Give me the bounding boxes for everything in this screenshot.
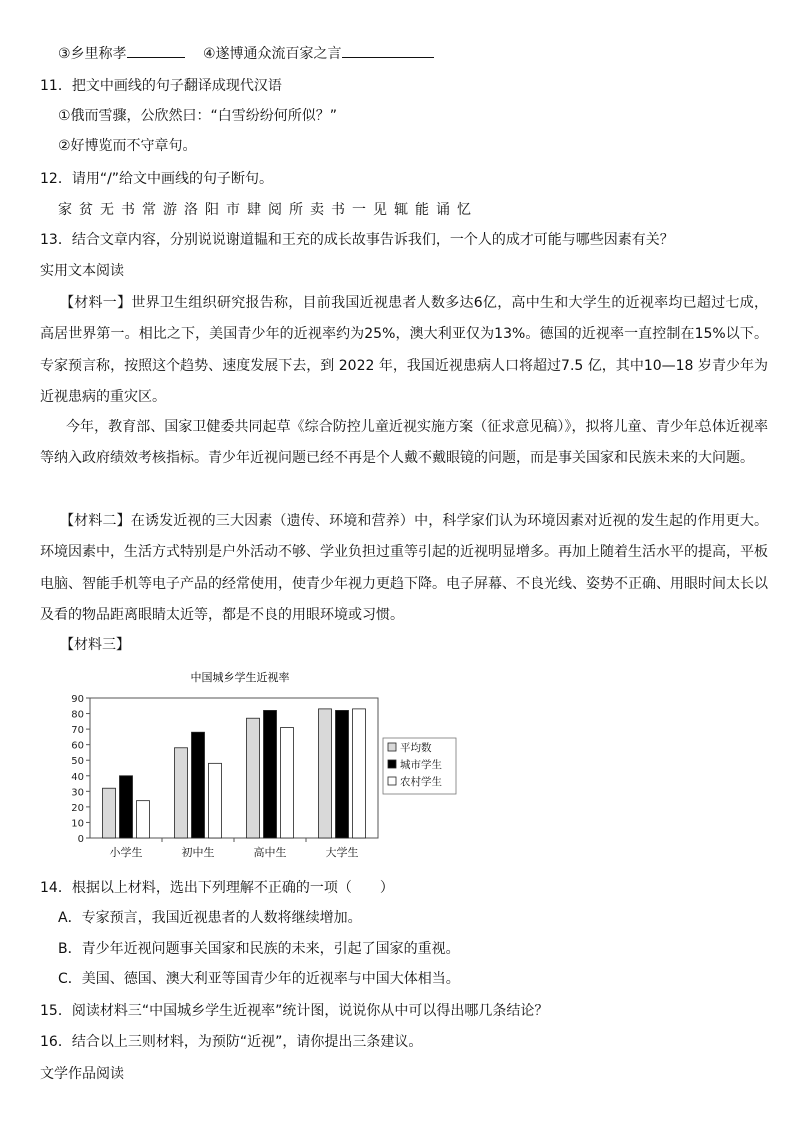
legend-swatch <box>388 743 396 751</box>
bar-1-2 <box>175 748 188 838</box>
y-tick-label: 30 <box>71 787 84 799</box>
bar-3-1 <box>137 801 150 838</box>
material-3-label: 【材料三】 <box>60 637 130 653</box>
bar-2-3 <box>264 710 277 838</box>
bar-2-1 <box>120 776 133 838</box>
chart-title: 中国城乡学生近视率 <box>190 671 290 684</box>
y-tick-label: 90 <box>71 694 84 705</box>
plot-area-frame <box>90 698 378 838</box>
q13-stem: 13．结合文章内容，分别说说谢道韫和王充的成长故事告诉我们，一个人的成才可能与哪些因素有关？ <box>40 232 674 248</box>
x-tick-label: 大学生 <box>325 846 359 859</box>
y-tick-label: 40 <box>71 771 84 783</box>
bar-1-1 <box>103 788 116 838</box>
answer-blank[interactable] <box>127 43 185 58</box>
section-heading-literary: 文学作品阅读 <box>40 1066 124 1082</box>
q11-sentence-2: ②好博览而不守章句。 <box>58 138 197 154</box>
section-heading-practical: 实用文本阅读 <box>40 263 124 279</box>
y-tick-label: 0 <box>77 834 84 845</box>
q14-option-c[interactable]: C．美国、德国、澳大利亚等国青少年的近视率与中国大体相当。 <box>58 971 460 987</box>
bar-2-2 <box>192 732 205 838</box>
q14-option-b[interactable]: B．青少年近视问题事关国家和民族的未来，引起了国家的重视。 <box>58 941 460 957</box>
q16-stem: 16．结合以上三则材料，为预防“近视”，请你提出三条建议。 <box>40 1034 423 1050</box>
bar-3-3 <box>281 728 294 838</box>
bar-3-4 <box>353 709 366 838</box>
y-tick-label: 50 <box>71 756 84 768</box>
myopia-bar-chart <box>60 662 480 867</box>
bar-1-3 <box>247 718 260 838</box>
legend-label: 城市学生 <box>400 759 442 771</box>
q10-item-4: ④遂博通众流百家之言 <box>203 43 434 64</box>
bar-2-4 <box>336 710 349 838</box>
x-tick-label: 高中生 <box>253 846 287 859</box>
y-tick-label: 70 <box>71 725 84 737</box>
y-tick-label: 20 <box>71 802 84 814</box>
q14-option-a[interactable]: A．专家预言，我国近视患者的人数将继续增加。 <box>58 910 362 926</box>
q14-stem: 14．根据以上材料，选出下列理解不正确的一项（ ） <box>40 880 394 896</box>
q10-item-3: ③乡里称孝 <box>58 43 185 64</box>
legend-swatch <box>388 760 396 768</box>
legend-label: 农村学生 <box>400 776 442 788</box>
answer-blank[interactable] <box>342 43 434 58</box>
q12-stem: 12．请用“/”给文中画线的句子断句。 <box>40 171 274 187</box>
material-2-para: 【材料二】在诱发近视的三大因素（遗传、环境和营养）中，科学家们认为环境因素对近视的发生起的作用更大。环境因素中，生活方式特别是户外活动不够、学业负担过重等引起的近视明显增多。再加上随着生活水平的提高，平板电脑、智能手机等电子产品的经常使用，使青少年视力更趋下降。电子屏幕、不良光线、姿势不正确、用眼时间太长以及看的物品距离眼睛太近等，都是不良的用眼环境或习惯。 <box>40 513 768 623</box>
material-1-para-1: 【材料一】世界卫生组织研究报告称，目前我国近视患者人数多达6亿，高中生和大学生的近视率均已超过七成，高居世界第一。相比之下，美国青少年的近视率约为25%，澳大利亚仅为13%。德国的近视率一直控制在15%以下。专家预言称，按照这个趋势、速度发展下去，到 2022 年，我国近视患病人口将超过7.5 亿，其中10—18 岁青少年为近视患病的重灾区。 <box>40 295 768 405</box>
q12-text: 家贫无书常游洛阳市肆阅所卖书一见辄能诵忆 <box>58 202 478 218</box>
legend-swatch <box>388 777 396 785</box>
q11-stem: 11．把文中画线的句子翻译成现代汉语 <box>40 78 282 94</box>
bar-1-4 <box>319 709 332 838</box>
y-tick-label: 10 <box>71 818 84 830</box>
q15-stem: 15．阅读材料三“中国城乡学生近视率”统计图，说说你从中可以得出哪几条结论？ <box>40 1003 549 1019</box>
q11-sentence-1: ①俄而雪骤，公欣然曰：“白雪纷纷何所似？” <box>58 108 338 124</box>
y-tick-label: 80 <box>71 709 84 721</box>
legend-label: 平均数 <box>400 742 432 754</box>
x-tick-label: 小学生 <box>109 846 143 859</box>
bar-3-2 <box>209 763 222 838</box>
y-tick-label: 60 <box>71 740 84 752</box>
material-1-para-2: 今年，教育部、国家卫健委共同起草《综合防控儿童近视实施方案（征求意见稿）》，拟将儿童、青少年总体近视率等纳入政府绩效考核指标。青少年近视问题已经不再是个人戴不戴眼镜的问题，而是事关国家和民族未来的大问题。 <box>40 419 768 467</box>
x-tick-label: 初中生 <box>181 846 215 859</box>
